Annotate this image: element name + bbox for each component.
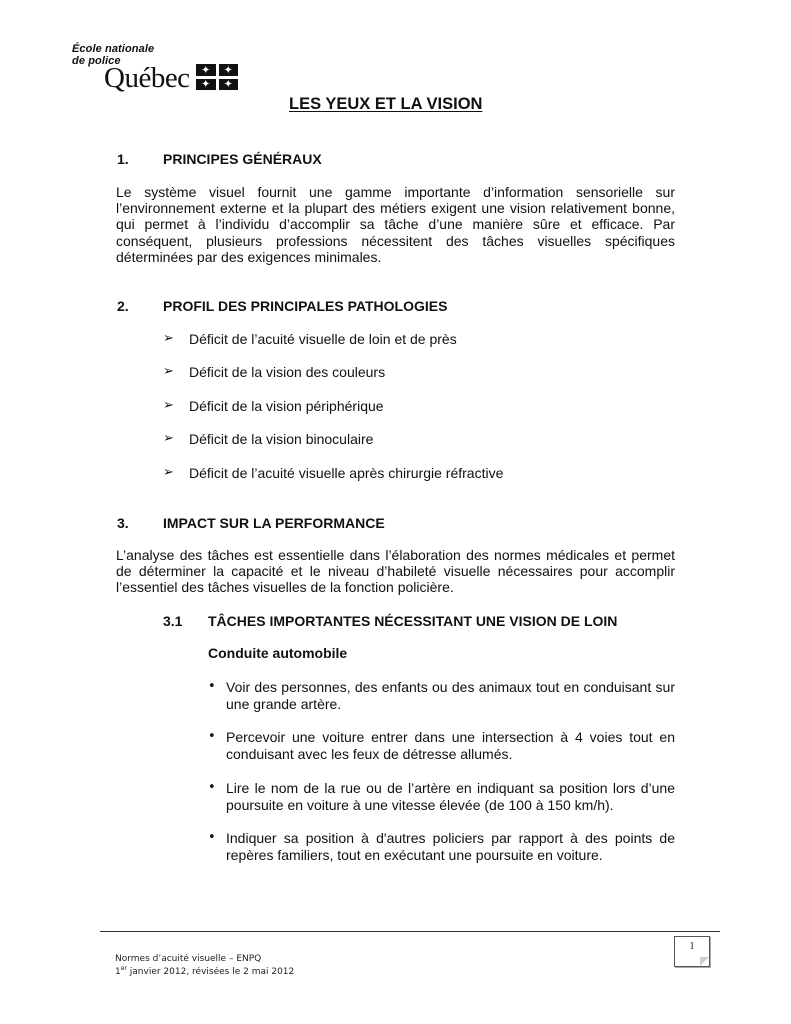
list-item: Déficit de la vision binoculaire (189, 431, 374, 447)
logo-line-1: École nationale (72, 43, 155, 55)
section-3-number: 3. (117, 515, 129, 531)
arrow-bullet-icon: ➢ (163, 465, 174, 480)
arrow-bullet-icon: ➢ (163, 431, 174, 446)
arrow-bullet-icon: ➢ (163, 364, 174, 379)
subheading-conduite: Conduite automobile (208, 645, 348, 661)
bullet-dot-icon: • (208, 679, 216, 694)
list-item: Lire le nom de la rue ou de l’artère en indiquant sa position lors d’une poursuite en voiture à une vitesse élevée (de 100 à 150 km/h). (226, 780, 675, 813)
section-3-1-title: TÂCHES IMPORTANTES NÉCESSITANT UNE VISION DE LOIN (208, 613, 618, 629)
section-2-title: PROFIL DES PRINCIPALES PATHOLOGIES (163, 298, 448, 314)
bullet-dot-icon: • (208, 729, 216, 744)
footer-line-1: Normes d’acuité visuelle – ENPQ (115, 954, 262, 964)
list-item: Percevoir une voiture entrer dans une intersection à 4 voies tout en conduisant avec les feux de détresse allumés. (226, 729, 675, 762)
page-title: LES YEUX ET LA VISION (289, 95, 483, 113)
section-3-title: IMPACT SUR LA PERFORMANCE (163, 515, 385, 531)
section-1-title: PRINCIPES GÉNÉRAUX (163, 151, 322, 167)
footer-line-2: 1er janvier 2012, révisées le 2 mai 2012 (115, 965, 295, 977)
footer-divider (100, 931, 720, 932)
list-item: Déficit de la vision des couleurs (189, 364, 386, 380)
list-item: Déficit de l’acuité visuelle après chirurgie réfractive (189, 465, 504, 481)
list-item: Déficit de la vision périphérique (189, 398, 384, 414)
page-number: 1 (689, 941, 695, 952)
arrow-bullet-icon: ➢ (163, 331, 174, 346)
quebec-flag-icon (196, 64, 238, 90)
list-item: Voir des personnes, des enfants ou des animaux tout en conduisant sur une grande artère. (226, 679, 675, 712)
bullet-dot-icon: • (208, 830, 216, 845)
section-3-1-number: 3.1 (163, 613, 183, 629)
logo-line-2: de police (72, 55, 121, 67)
logo-quebec-wordmark: Québec (104, 62, 190, 94)
section-2-number: 2. (117, 298, 129, 314)
bullet-dot-icon: • (208, 780, 216, 795)
section-1-number: 1. (117, 151, 129, 167)
section-1-paragraph: Le système visuel fournit une gamme importante d’information sensorielle sur l’environnement externe et la plupart des métiers exigent une vision relativement bonne, qui permet à l’individu d’accomplir sa tâche d’une manière sûre et efficace. Par conséquent, plusieurs professions nécessitent des tâches visuelles spécifiques déterminées par des exigences minimales. (116, 184, 675, 265)
page-fold-icon (700, 957, 709, 966)
list-item: Indiquer sa position à d'autres policiers par rapport à des points de repères familiers, tout en exécutant une poursuite en voiture. (226, 830, 675, 863)
list-item: Déficit de l’acuité visuelle de loin et de près (189, 331, 457, 347)
arrow-bullet-icon: ➢ (163, 398, 174, 413)
section-3-paragraph: L’analyse des tâches est essentielle dans l’élaboration des normes médicales et permet de déterminer la capacité et le niveau d’habileté visuelle nécessaires pour accomplir l’essentiel des tâches visuelles de la fonction policière. (116, 547, 675, 596)
